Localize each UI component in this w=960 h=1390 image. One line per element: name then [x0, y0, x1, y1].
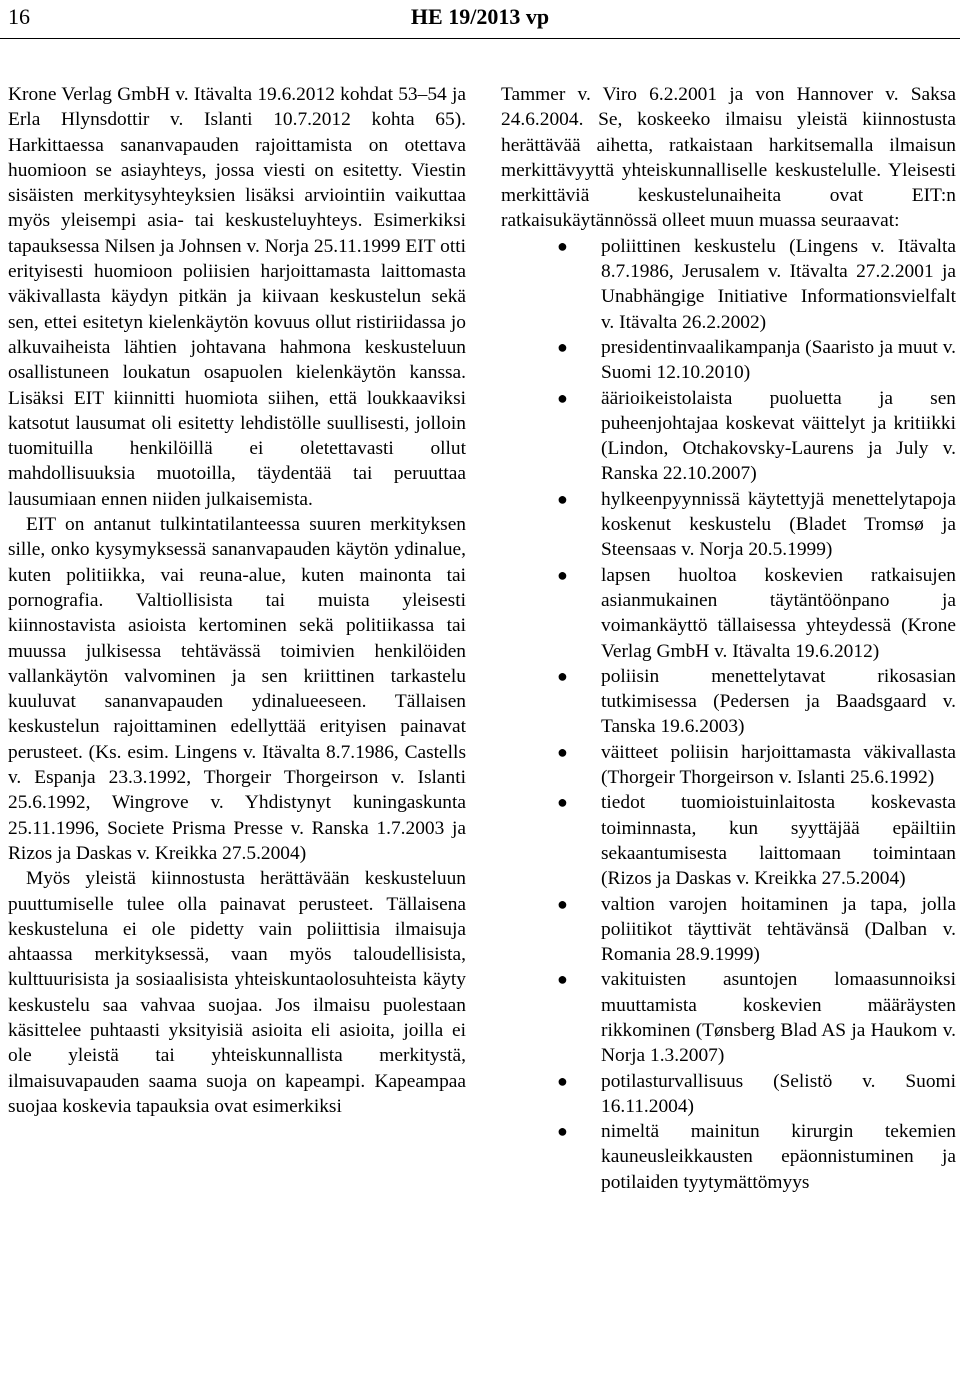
- bullet-icon: ●: [557, 387, 568, 408]
- bullet-icon: ●: [557, 792, 568, 813]
- list-item-text: potilasturvallisuus (Selistö v. Suomi 16.11.2004): [601, 1070, 956, 1117]
- paragraph: Myös yleistä kiinnostusta herättävään keskusteluun puuttumiselle tulee olla painavat perusteet. Tällaisena keskusteluna ei ole pidetty vain poliittisia ilmaisuja ahtaassa merkityksessä, vaan myös taloudellisista, kulttuurisista ja sosiaalisista yhteiskuntaolosuhteista käyty keskustelu saa vahvaa suojaa. Jos ilmaisu puolestaan käsittelee puhtaasti yksityisiä asioita eli asioita, joilla ei ole yleistä tai yhteiskunnallista merkitystä, ilmaisuvapauden saama suoja on kapeampi. Kapeampaa suojaa koskevia tapauksia ovat esimerkiksi: [8, 868, 466, 1117]
- bullet-icon: ●: [557, 665, 568, 686]
- list-item-text: vakituisten asuntojen lomaasunnoiksi muuttamista koskevien määräysten rikkominen (Tønsberg Blad AS ja Haukom v. Norja 1.3.2007): [601, 969, 956, 1067]
- list-item: [501, 1119, 956, 1195]
- bullet-list: [501, 234, 956, 1195]
- list-item-text: tiedot tuomioistuinlaitosta koskevasta toiminnasta, kun syyttäjää epäiltiin sekaantumisesta laittomaan toimintaan (Rizos ja Daskas v. Kreikka 27.5.2004): [601, 792, 956, 890]
- bullet-icon: ●: [557, 969, 568, 990]
- paragraph: EIT on antanut tulkintatilanteessa suuren merkityksen sille, onko kysymyksessä sananvapauden käytön ydinalue, kuten politiikka, vai reuna-alue, kuten mainonta tai pornografia. Valtiollisista tai muista yleisesti kiinnostavista asioista kertominen sekä politiikassa tai muussa julkisessa tehtävässä toimivien henkilöiden vallankäytön valvominen ja sen kriittinen tarkastelu kuuluvat sananvapauden ydinalueeseen. Tällaisen keskustelun rajoittaminen edellyttää erityisen painavat perusteet. (Ks. esim. Lingens v. Itävalta 8.7.1986, Castells v. Espanja 23.3.1992, Thorgeir Thorgeirson v. Islanti 25.6.1992, Wingrove v. Yhdistynyt kuningaskunta 25.11.1996, Societe Prisma Presse v. Ranska 1.7.2003 ja Rizos ja Daskas v. Kreikka 27.5.2004): [8, 514, 466, 864]
- document-id: HE 19/2013 vp: [410, 4, 550, 29]
- list-item: [501, 664, 956, 740]
- bullet-icon: ●: [557, 564, 568, 585]
- list-item: [501, 790, 956, 891]
- list-item-text: poliittinen keskustelu (Lingens v. Itävalta 8.7.1986, Jerusalem v. Itävalta 27.2.2001 ja Unabhängige Initiative Informationsvielfalt v. Itävalta 26.2.2002): [601, 235, 956, 333]
- list-item: [501, 487, 956, 563]
- left-column: [8, 82, 466, 1119]
- list-item-text: äärioikeistolaista puoluetta ja sen puheenjohtajaa koskevat väittelyt ja kritiikki (Lindon, Otchakovsky-Laurens ja July v. Ranska 22.10.2007): [601, 387, 956, 485]
- list-item: [501, 740, 956, 791]
- bullet-icon: ●: [557, 741, 568, 762]
- bullet-icon: ●: [557, 235, 568, 256]
- list-item: [501, 967, 956, 1068]
- list-item-text: presidentinvaalikampanja (Saaristo ja muut v. Suomi 12.10.2010): [601, 336, 956, 384]
- list-item-text: väitteet poliisin harjoittamasta väkivallasta (Thorgeir Thorgeirson v. Islanti 25.6.1992): [601, 741, 956, 789]
- bullet-icon: ●: [557, 893, 568, 914]
- right-column: [501, 82, 956, 1195]
- list-item: [501, 563, 956, 664]
- list-item-text: lapsen huoltoa koskevien ratkaisujen asianmukainen täytäntöönpano ja voimankäyttö tällaisessa yhteydessä (Krone Verlag GmbH v. Itävalta 19.6.2012): [601, 564, 956, 662]
- list-item-text: valtion varojen hoitaminen ja tapa, jolla poliitikot täyttivät tehtävänsä (Dalban v. Romania 28.9.1999): [601, 893, 956, 966]
- list-item-text: hylkeenpyynnissä käytettyjä menettelytapoja koskenut keskustelu (Bladet Tromsø ja Steensaas v. Norja 20.5.1999): [601, 488, 956, 561]
- list-item: [501, 892, 956, 968]
- header-rule: [0, 38, 960, 39]
- page-header: [0, 0, 960, 36]
- bullet-icon: ●: [557, 1121, 568, 1142]
- page-number: 16: [8, 4, 30, 29]
- bullet-icon: ●: [557, 488, 568, 509]
- list-item: [501, 1069, 956, 1120]
- bullet-icon: ●: [557, 336, 568, 357]
- list-item: [501, 386, 956, 487]
- bullet-icon: ●: [557, 1070, 568, 1091]
- list-item: [501, 234, 956, 335]
- paragraph: Tammer v. Viro 6.2.2001 ja von Hannover v. Saksa 24.6.2004. Se, koskeeko ilmaisu yleistä kiinnostusta herättävää aihetta, ratkaistaan harkitsemalla ilmaisun merkittävyyttä yhteiskunnalliselle keskustelulle. Yleisesti merkittäviä keskustelunaiheita ovat EIT:n ratkaisukäytännössä olleet muun muassa seuraavat:: [501, 84, 956, 232]
- list-item-text: nimeltä mainitun kirurgin tekemien kauneusleikkausten epäonnistuminen ja potilaiden tyytymättömyys: [601, 1121, 956, 1193]
- list-item-text: poliisin menettelytavat rikosasian tutkimisessa (Pedersen ja Baadsgaard v. Tanska 19.6.2003): [601, 665, 956, 738]
- paragraph: Krone Verlag GmbH v. Itävalta 19.6.2012 kohdat 53–54 ja Erla Hlynsdottir v. Islanti 10.7.2012 kohta 65). Harkittaessa sananvapauden rajoittamista on otettava huomioon se asiayhteys, jossa viesti on esitetty. Viestin sisäisten merkitysyhteyksien lisäksi arviointiin vaikuttaa myös yleisempi asia- tai keskusteluyhteys. Esimerkiksi tapauksessa Nilsen ja Johnsen v. Norja 25.11.1999 EIT otti erityisesti huomioon poliisien harjoittamasta laittomasta väkivallasta käydyn pitkän ja kiivaan keskustelun sekä sen, ettei esitetyn kielenkäytön kovuus ollut ristiriidassa jo alkuvaiheista lähtien johtavana hahmona keskusteluun osallistuneen loukatun osapuolen kielenkäytön kanssa. Lisäksi EIT kiinnitti huomiota siihen, että loukkaaviksi katsotut lausumat oli esitetty lehdistölle suullisesti, jolloin tuomituilla henkilöillä ei oletettavasti ollut mahdollisuuksia muotoilla, täydentää tai peruuttaa lausumiaan ennen niiden julkaisemista.: [8, 84, 466, 510]
- list-item: [501, 335, 956, 386]
